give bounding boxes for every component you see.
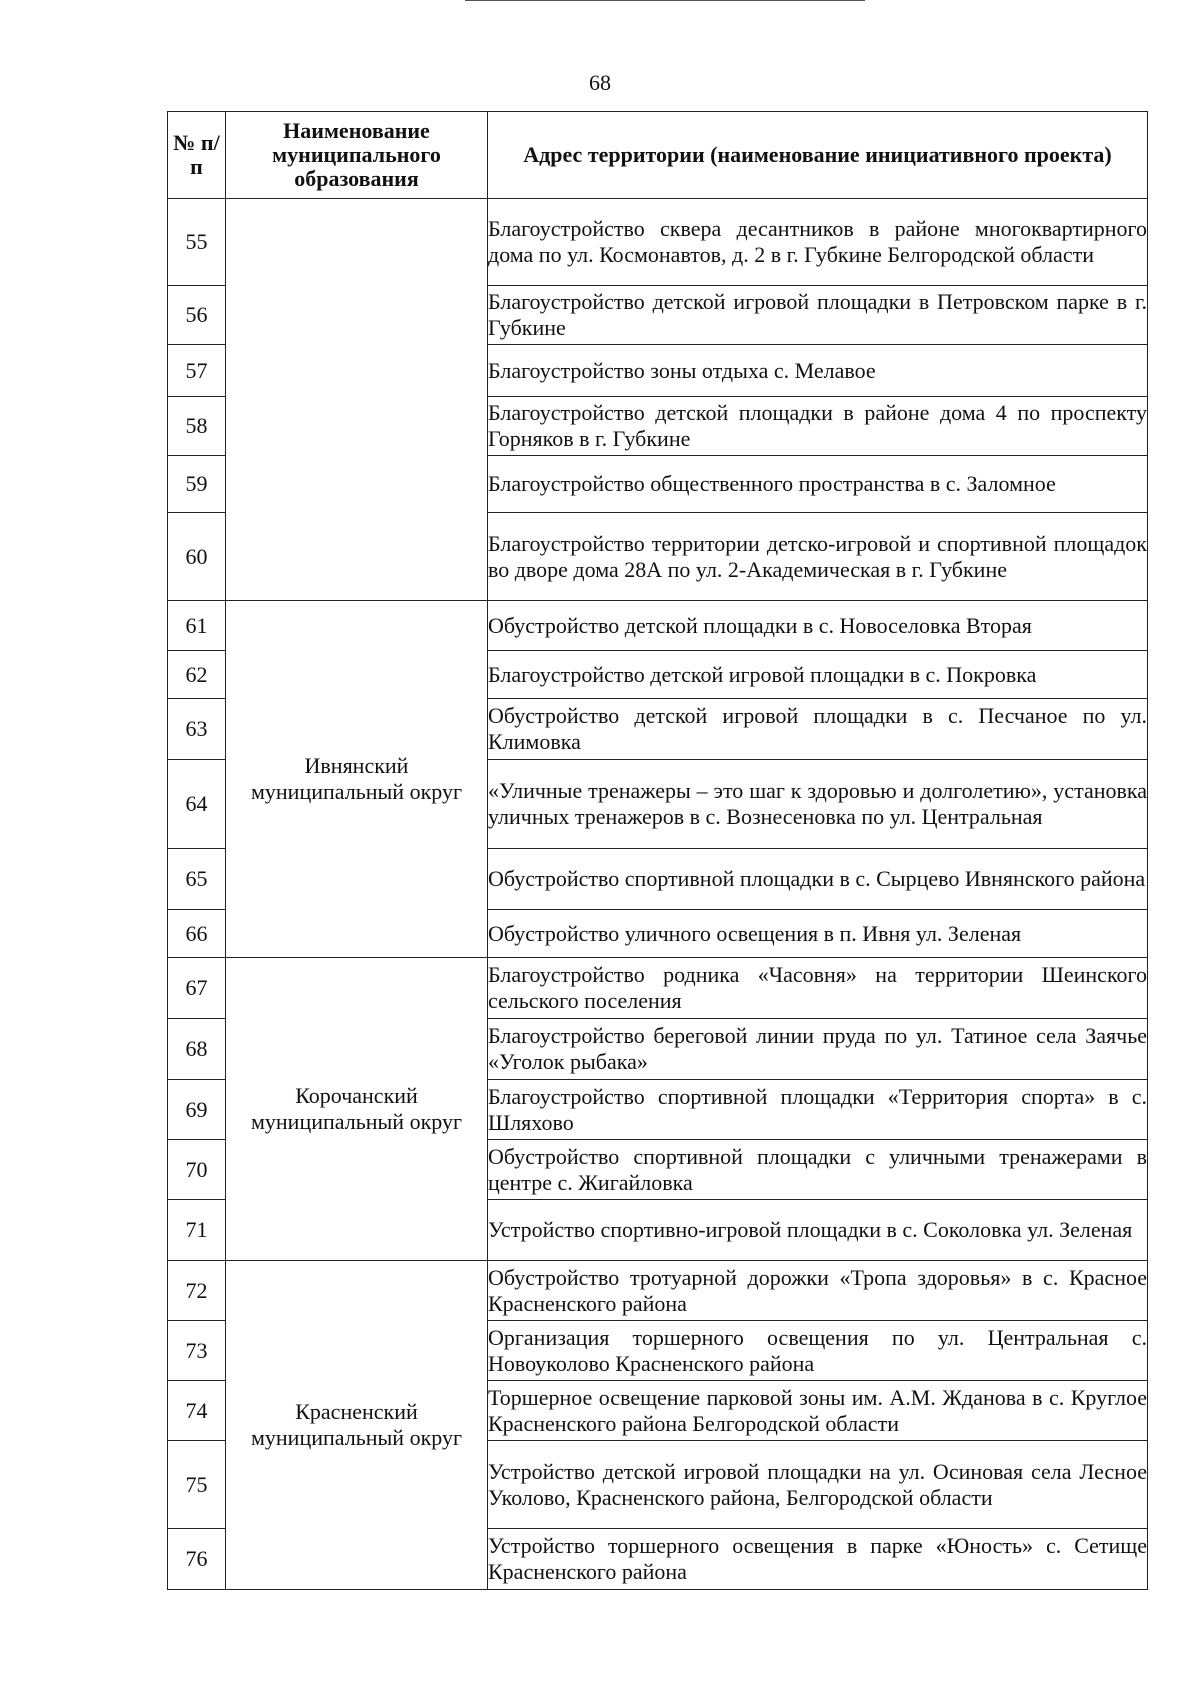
row-number: 66 <box>168 910 226 958</box>
project-address: Благоустройство зоны отдыха с. Мелавое <box>488 345 1148 397</box>
row-number: 75 <box>168 1441 226 1529</box>
project-address: Устройство торшерного освещения в парке «Юность» с. Сетище Красненского района <box>488 1529 1148 1590</box>
page-number: 68 <box>589 70 611 95</box>
row-number: 67 <box>168 958 226 1019</box>
header-address: Адрес территории (наименование инициативного проекта) <box>488 112 1148 199</box>
project-address: Благоустройство сквера десантников в районе многоквартирного дома по ул. Космонавтов, д. 2 в г. Губкине Белгородской области <box>488 199 1148 286</box>
table-row <box>168 199 1148 286</box>
municipality-cell <box>226 199 488 601</box>
row-number: 72 <box>168 1261 226 1321</box>
row-number: 57 <box>168 345 226 397</box>
project-address: Обустройство детской площадки в с. Новоселовка Вторая <box>488 601 1148 651</box>
row-number: 69 <box>168 1080 226 1140</box>
row-number: 64 <box>168 760 226 849</box>
row-number: 62 <box>168 651 226 699</box>
row-number: 63 <box>168 699 226 760</box>
header-municipality: Наименование муниципального образования <box>226 112 488 199</box>
project-address: Благоустройство общественного пространства в с. Заломное <box>488 456 1148 513</box>
project-address: «Уличные тренажеры – это шаг к здоровью и долголетию», установка уличных тренажеров в с. Вознесеновка по ул. Центральная <box>488 760 1148 849</box>
row-number: 58 <box>168 397 226 456</box>
project-address: Обустройство уличного освещения в п. Ивня ул. Зеленая <box>488 910 1148 958</box>
row-number: 55 <box>168 199 226 286</box>
table-row <box>168 958 1148 1019</box>
row-number: 61 <box>168 601 226 651</box>
row-number: 74 <box>168 1381 226 1441</box>
table-header-row <box>168 112 1148 199</box>
row-number: 73 <box>168 1321 226 1381</box>
municipality-cell: Красненский муниципальный округ <box>226 1261 488 1590</box>
row-number: 65 <box>168 849 226 910</box>
project-address: Благоустройство береговой линии пруда по ул. Татиное села Заячье «Уголок рыбака» <box>488 1019 1148 1080</box>
row-number: 68 <box>168 1019 226 1080</box>
project-address: Обустройство детской игровой площадки в с. Песчаное по ул. Климовка <box>488 699 1148 760</box>
project-address: Обустройство спортивной площадки с уличными тренажерами в центре с. Жигайловка <box>488 1140 1148 1200</box>
municipality-cell: Ивнянский муниципальный округ <box>226 601 488 958</box>
project-address: Благоустройство территории детско-игровой и спортивной площадок во дворе дома 28А по ул. 2-Академическая в г. Губкине <box>488 513 1148 601</box>
project-address: Устройство детской игровой площадки на ул. Осиновая села Лесное Уколово, Красненского района, Белгородской области <box>488 1441 1148 1529</box>
project-address: Благоустройство спортивной площадки «Территория спорта» в с. Шляхово <box>488 1080 1148 1140</box>
header-number: № п/п <box>168 112 226 199</box>
project-address: Благоустройство детской игровой площадки в Петровском парке в г. Губкине <box>488 286 1148 345</box>
project-address: Благоустройство детской площадки в районе дома 4 по проспекту Горняков в г. Губкине <box>488 397 1148 456</box>
project-address: Обустройство спортивной площадки в с. Сырцево Ивнянского района <box>488 849 1148 910</box>
row-number: 56 <box>168 286 226 345</box>
row-number: 59 <box>168 456 226 513</box>
row-number: 60 <box>168 513 226 601</box>
top-border-line <box>465 0 865 1</box>
project-address: Организация торшерного освещения по ул. Центральная с. Новоуколово Красненского района <box>488 1321 1148 1381</box>
table-row <box>168 601 1148 651</box>
row-number: 70 <box>168 1140 226 1200</box>
project-address: Устройство спортивно-игровой площадки в с. Соколовка ул. Зеленая <box>488 1200 1148 1261</box>
table-row <box>168 1261 1148 1321</box>
project-address: Обустройство тротуарной дорожки «Тропа здоровья» в с. Красное Красненского района <box>488 1261 1148 1321</box>
project-address: Благоустройство родника «Часовня» на территории Шеинского сельского поселения <box>488 958 1148 1019</box>
project-address: Благоустройство детской игровой площадки в с. Покровка <box>488 651 1148 699</box>
row-number: 76 <box>168 1529 226 1590</box>
municipality-cell: Корочанский муниципальный округ <box>226 958 488 1261</box>
projects-table <box>167 111 1148 1590</box>
project-address: Торшерное освещение парковой зоны им. А.М. Жданова в с. Круглое Красненского района Белгородской области <box>488 1381 1148 1441</box>
row-number: 71 <box>168 1200 226 1261</box>
